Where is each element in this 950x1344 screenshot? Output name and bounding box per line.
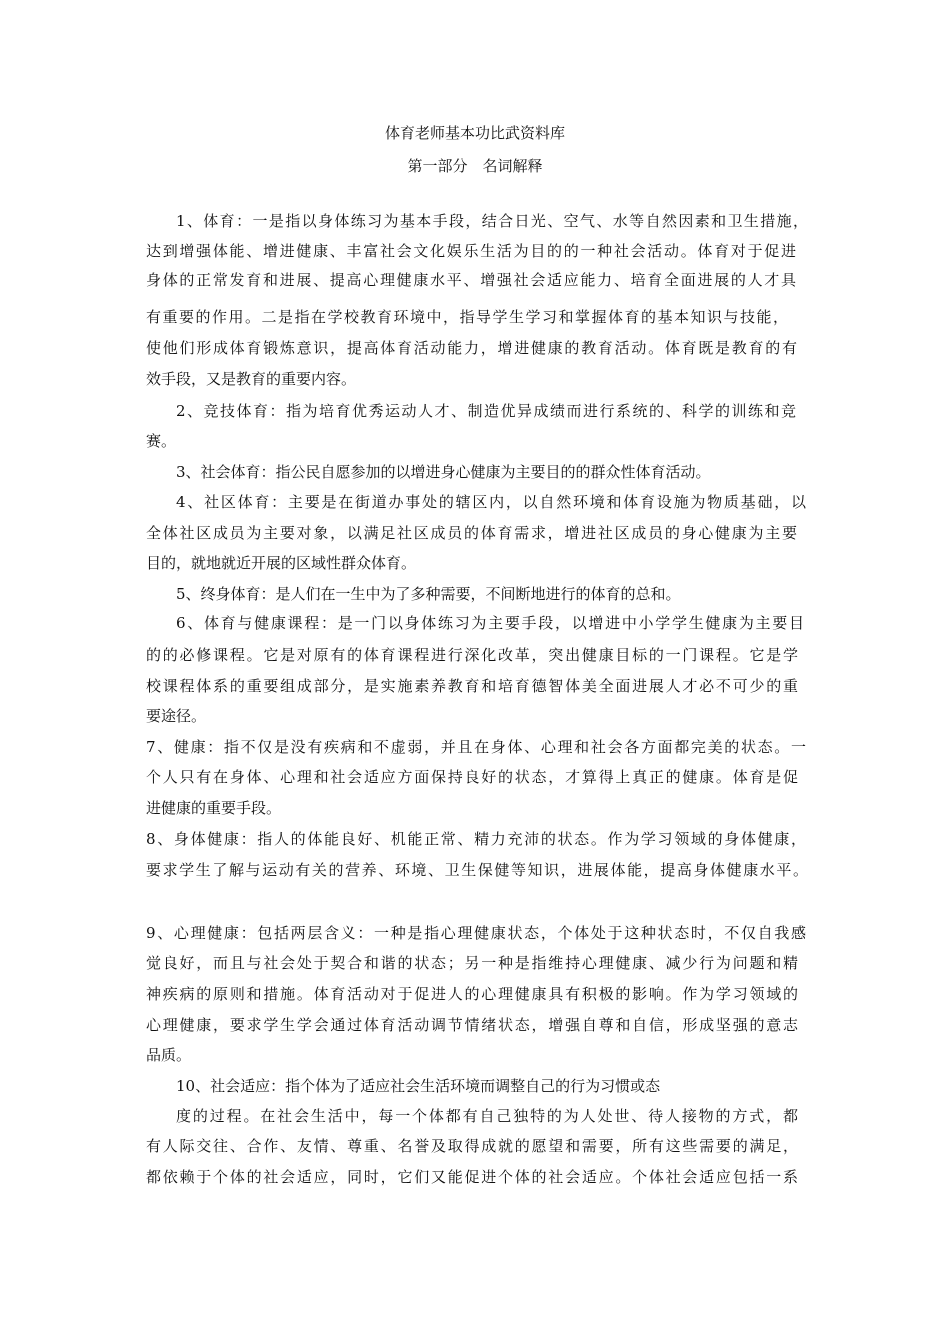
text-line: 全体社区成员为主要对象，以满足社区成员的体育需求，增进社区成员的身心健康为主要 [146, 524, 797, 542]
text-line: 心理健康，要求学生学会通过体育活动调节情绪状态，增强自尊和自信，形成坚强的意志 [146, 1016, 798, 1034]
text-line: 觉良好，而且与社会处于契合和谐的状态；另一种是指维持心理健康、减少行为问题和精 [146, 954, 798, 972]
text-line: 品质。 [146, 1046, 192, 1064]
text-line: 赛。 [146, 432, 177, 450]
text-line: 3、社会体育：指公民自愿参加的以增进身心健康为主要目的的群众性体育活动。 [176, 463, 711, 481]
text-line: 达到增强体能、增进健康、丰富社会文化娱乐生活为目的的一种社会活动。体育对于促进 [146, 242, 796, 260]
text-line: 进健康的重要手段。 [146, 799, 282, 817]
text-line: 身体的正常发育和进展、提高心理健康水平、增强社会适应能力、培育全面进展的人才具 [146, 271, 796, 289]
text-line: 神疾病的原则和措施。体育活动对于促进人的心理健康具有积极的影响。作为学习领域的 [146, 985, 798, 1003]
text-line: 8、身体健康：指人的体能良好、机能正常、精力充沛的状态。作为学习领域的身体健康， [146, 830, 806, 848]
text-line: 校课程体系的重要组成部分，是实施素养教育和培育德智体美全面进展人才必不可少的重 [146, 677, 798, 695]
text-line: 度的过程。在社会生活中，每一个体都有自己独特的为人处世、待人接物的方式，都 [176, 1107, 798, 1125]
text-line: 有人际交往、合作、友情、尊重、名誉及取得成就的愿望和需要，所有这些需要的满足， [146, 1137, 798, 1155]
section-heading: 第一部分 名词解释 [407, 157, 543, 175]
text-line: 有重要的作用。二是指在学校教育环境中，指导学生学习和掌握体育的基本知识与技能， [146, 308, 788, 326]
text-line: 目的，就地就近开展的区域性群众体育。 [146, 554, 417, 572]
text-line: 4、社区体育：主要是在街道办事处的辖区内，以自然环境和体育设施为物质基础，以 [176, 493, 806, 511]
text-line: 2、竞技体育：指为培育优秀运动人才、制造优异成绩而进行系统的、科学的训练和竞 [176, 402, 796, 420]
text-line: 6、体育与健康课程：是一门以身体练习为主要手段，以增进中小学学生健康为主要目 [176, 614, 804, 632]
text-line: 10、社会适应：指个体为了适应社会生活环境而调整自己的行为习惯或态 [176, 1077, 661, 1095]
text-line: 使他们形成体育锻炼意识，提高体育活动能力，增进健康的教育活动。体育既是教育的有 [146, 339, 797, 357]
document-title: 体育老师基本功比武资料库 [384, 124, 565, 142]
text-line: 都依赖于个体的社会适应，同时，它们又能促进个体的社会适应。个体社会适应包括一系 [146, 1168, 798, 1186]
text-line: 5、终身体育：是人们在一生中为了多种需要，不间断地进行的体育的总和。 [176, 585, 681, 603]
text-line: 要途径。 [146, 707, 207, 725]
text-line: 9、心理健康：包括两层含义：一种是指心理健康状态，个体处于这种状态时，不仅自我感 [146, 924, 806, 942]
text-line: 效手段，又是教育的重要内容。 [146, 370, 357, 388]
text-line: 7、健康：指不仅是没有疾病和不虚弱，并且在身体、心理和社会各方面都完美的状态。一 [146, 738, 806, 756]
text-line: 1、体育：一是指以身体练习为基本手段，结合日光、空气、水等自然因素和卫生措施， [176, 212, 808, 230]
text-line: 个人只有在身体、心理和社会适应方面保持良好的状态，才算得上真正的健康。体育是促 [146, 768, 798, 786]
text-line: 的的必修课程。它是对原有的体育课程进行深化改革，突出健康目标的一门课程。它是学 [146, 646, 798, 664]
text-line: 要求学生了解与运动有关的营养、环境、卫生保健等知识，进展体能，提高身体健康水平。 [146, 861, 808, 879]
